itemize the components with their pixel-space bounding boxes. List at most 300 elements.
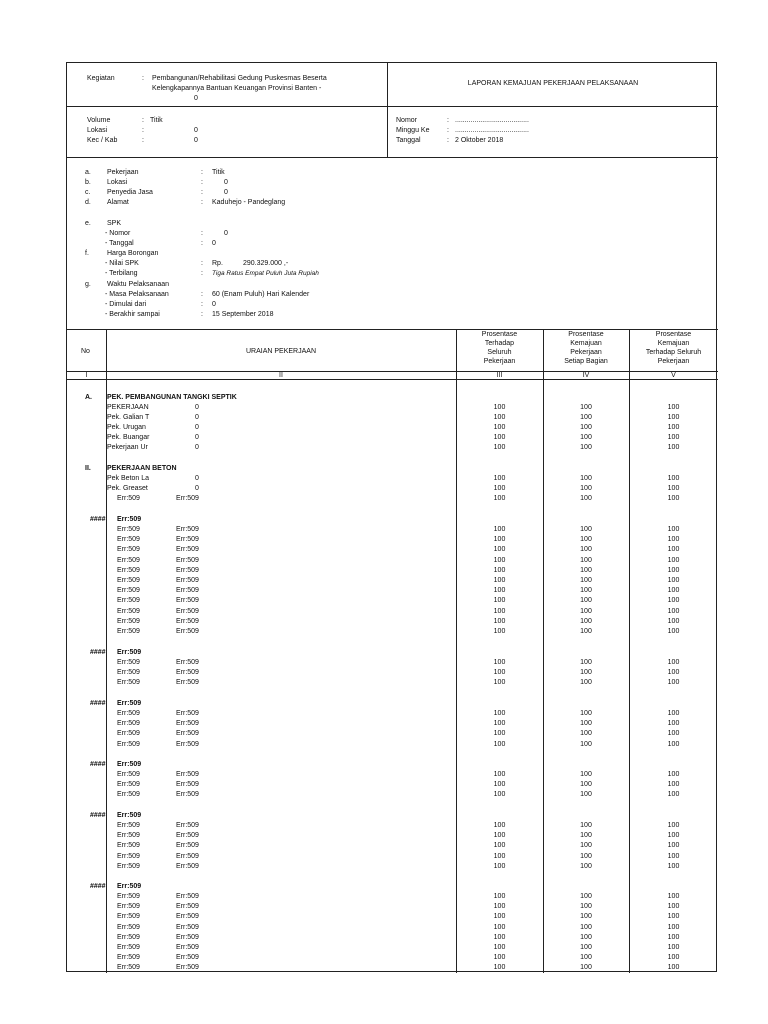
alamat-colon: :: [201, 199, 203, 206]
item-name: Err:509: [117, 913, 140, 921]
prosentase-bagian-value: 100: [580, 495, 592, 502]
section-number: A.: [85, 394, 92, 401]
item-name: Err:509: [117, 679, 140, 687]
spk-tanggal-value: 0: [212, 240, 216, 247]
kegiatan-line-2: Kelengkapannya Bantuan Keuangan Provinsi Banten -: [152, 85, 322, 92]
roman-numeral: II: [279, 372, 283, 379]
item-code: Err:509: [176, 822, 199, 829]
prosentase-kemajuan-value: 100: [667, 607, 680, 615]
prosentase-bagian-value: 100: [580, 607, 592, 615]
prosentase-kemajuan-value: 100: [667, 944, 680, 951]
column-header-line: Seluruh: [487, 349, 512, 356]
prosentase-kemajuan-value: 100: [667, 710, 680, 717]
item-name: Err:509: [117, 822, 140, 829]
group-title: Err:509: [117, 700, 142, 707]
berakhir-sampai-colon: :: [201, 311, 203, 318]
item-code: Err:509: [176, 546, 199, 554]
spk-label: SPK: [107, 220, 122, 227]
prosentase-seluruh-value: 100: [493, 669, 506, 677]
item-name: Err:509: [117, 954, 140, 962]
item-name: Err:509: [117, 781, 140, 789]
prosentase-bagian-value: 100: [580, 730, 592, 738]
prosentase-kemajuan-value: 100: [667, 771, 680, 778]
item-code: Err:509: [176, 617, 199, 625]
prosentase-seluruh-value: 100: [493, 791, 506, 799]
masa-pelaksanaan-colon: :: [201, 291, 203, 298]
prosentase-kemajuan-value: 100: [667, 791, 680, 799]
prosentase-seluruh-value: 100: [493, 475, 506, 482]
lokasi-label: Lokasi: [107, 179, 128, 186]
pekerjaan-value: Titik: [212, 169, 225, 176]
nilai-spk-currency: Rp.: [212, 260, 223, 267]
item-code: Err:509: [176, 933, 199, 941]
item-code: Err:509: [176, 659, 199, 666]
berakhir-sampai-value: 15 September 2018: [212, 311, 274, 318]
item-code: Err:509: [176, 923, 199, 931]
item-code: Err:509: [176, 597, 199, 605]
item-name: Pek. Buangar: [107, 434, 150, 441]
prosentase-seluruh-value: 100: [493, 587, 506, 595]
prosentase-seluruh-value: 100: [493, 659, 506, 666]
roman-numeral: III: [496, 372, 503, 379]
info-right-value: 2 Oktober 2018: [455, 137, 504, 144]
prosentase-bagian-value: 100: [580, 842, 592, 850]
item-name: Err:509: [117, 607, 140, 615]
report-title: LAPORAN KEMAJUAN PEKERJAAN PELAKSANAAN: [467, 80, 639, 87]
info-left-label: Volume: [87, 117, 111, 124]
masa-pelaksanaan-label: - Masa Pelaksanaan: [105, 291, 169, 298]
item-name: Err:509: [117, 944, 140, 951]
group-number: ####: [90, 649, 106, 656]
item-name: Err:509: [117, 566, 140, 574]
item-code: Err:509: [176, 903, 199, 911]
item-code: Err:509: [176, 852, 199, 860]
item-code: Err:509: [176, 730, 199, 738]
item-name: Err:509: [117, 862, 140, 870]
prosentase-kemajuan-value: 100: [667, 862, 680, 870]
item-code: 0: [195, 485, 199, 492]
no-header: No: [81, 348, 90, 355]
item-name: Pekerjaan Ur: [107, 444, 148, 451]
prosentase-bagian-value: 100: [580, 404, 592, 411]
prosentase-bagian-value: 100: [580, 414, 592, 421]
item-code: 0: [195, 404, 199, 411]
report-sheet: [66, 62, 717, 972]
item-name: Err:509: [117, 964, 140, 972]
item-name: Pek. Urugan: [107, 424, 146, 431]
column-header-line: Pekerjaan: [570, 349, 602, 356]
alamat-key: d.: [85, 199, 91, 206]
waktu-pelaksanaan-key: g.: [85, 281, 91, 288]
harga-borongan-key: f.: [85, 250, 89, 257]
item-name: Pek. Greaset: [107, 485, 148, 492]
group-title: Err:509: [117, 516, 142, 523]
spk-nomor-label: - Nomor: [105, 230, 131, 237]
prosentase-kemajuan-value: 100: [667, 475, 680, 482]
item-code: 0: [195, 424, 199, 431]
dimulai-dari-colon: :: [201, 301, 203, 308]
info-left-label: Kec / Kab: [87, 137, 118, 144]
prosentase-seluruh-value: 100: [493, 740, 506, 748]
item-name: Err:509: [117, 933, 140, 941]
dimulai-dari-value: 0: [212, 301, 216, 308]
roman-numeral: I: [85, 372, 88, 379]
item-code: Err:509: [176, 862, 199, 870]
prosentase-kemajuan-value: 100: [667, 893, 680, 900]
nilai-spk-value: 290.329.000 ,-: [243, 260, 289, 267]
prosentase-kemajuan-value: 100: [667, 536, 680, 544]
item-code: Err:509: [176, 587, 199, 595]
item-name: Err:509: [117, 536, 140, 544]
prosentase-seluruh-value: 100: [493, 852, 506, 860]
group-number: ####: [90, 700, 106, 707]
prosentase-bagian-value: 100: [580, 954, 592, 962]
prosentase-kemajuan-value: 100: [667, 669, 680, 677]
column-header-line: Terhadap: [484, 340, 515, 347]
terbilang-label: - Terbilang: [105, 270, 138, 277]
item-code: Err:509: [176, 495, 199, 502]
column-header-line: Prosentase: [481, 331, 518, 338]
prosentase-seluruh-value: 100: [493, 771, 506, 778]
item-name: Err:509: [117, 832, 140, 840]
prosentase-kemajuan-value: 100: [667, 404, 680, 411]
penyedia-jasa-value: 0: [224, 189, 228, 196]
item-code: Err:509: [176, 566, 199, 574]
prosentase-bagian-value: 100: [580, 893, 592, 900]
info-right-label: Nomor: [396, 117, 418, 124]
item-name: Err:509: [117, 730, 140, 738]
item-code: 0: [195, 475, 199, 482]
pekerjaan-label: Pekerjaan: [107, 169, 139, 176]
info-right-colon: :: [447, 137, 449, 144]
prosentase-kemajuan-value: 100: [667, 720, 680, 728]
item-name: Err:509: [117, 577, 140, 584]
masa-pelaksanaan-value: 60 (Enam Puluh) Hari Kalender: [212, 291, 310, 298]
info-left-value: 0: [194, 137, 198, 144]
info-left-colon: :: [142, 117, 144, 124]
terbilang-colon: :: [201, 270, 203, 277]
spk-tanggal-colon: :: [201, 240, 203, 247]
column-header-line: Kemajuan: [657, 340, 690, 347]
prosentase-kemajuan-value: 100: [667, 628, 680, 635]
item-name: PEKERJAAN: [107, 404, 149, 411]
kegiatan-line-3: 0: [194, 95, 198, 102]
item-code: Err:509: [176, 791, 199, 799]
prosentase-bagian-value: 100: [580, 485, 592, 492]
prosentase-seluruh-value: 100: [493, 720, 506, 728]
divider-info: [67, 157, 718, 158]
info-left-label: Lokasi: [87, 127, 108, 134]
item-name: Err:509: [117, 740, 140, 748]
prosentase-seluruh-value: 100: [493, 933, 506, 941]
prosentase-seluruh-value: 100: [493, 424, 506, 431]
prosentase-seluruh-value: 100: [493, 964, 506, 972]
prosentase-seluruh-value: 100: [493, 434, 506, 441]
item-code: Err:509: [176, 913, 199, 921]
section-title: PEK. PEMBANGUNAN TANGKI SEPTIK: [107, 394, 237, 401]
prosentase-kemajuan-value: 100: [667, 740, 680, 748]
column-header-line: Pekerjaan: [657, 358, 690, 365]
info-right-label: Minggu Ke: [396, 127, 430, 134]
prosentase-bagian-value: 100: [580, 597, 592, 605]
prosentase-bagian-value: 100: [580, 546, 592, 554]
prosentase-seluruh-value: 100: [493, 710, 506, 717]
prosentase-bagian-value: 100: [580, 434, 592, 441]
prosentase-kemajuan-value: 100: [667, 587, 680, 595]
item-name: Err:509: [117, 617, 140, 625]
prosentase-seluruh-value: 100: [493, 842, 506, 850]
prosentase-seluruh-value: 100: [493, 556, 506, 564]
item-code: Err:509: [176, 954, 199, 962]
lokasi-colon: :: [201, 179, 203, 186]
item-name: Err:509: [117, 771, 140, 778]
item-code: Err:509: [176, 842, 199, 850]
prosentase-bagian-value: 100: [580, 617, 592, 625]
prosentase-seluruh-value: 100: [493, 404, 506, 411]
info-right-label: Tanggal: [396, 137, 421, 144]
waktu-pelaksanaan-label: Waktu Pelaksanaan: [107, 281, 169, 288]
lokasi-key: b.: [85, 179, 91, 186]
prosentase-kemajuan-value: 100: [667, 730, 680, 738]
prosentase-kemajuan-value: 100: [667, 842, 680, 850]
prosentase-bagian-value: 100: [580, 424, 592, 431]
prosentase-kemajuan-value: 100: [667, 964, 680, 972]
item-name: Pek Beton La: [107, 475, 150, 482]
spk-tanggal-label: - Tanggal: [105, 240, 134, 247]
group-title: Err:509: [117, 883, 142, 890]
info-left-colon: :: [142, 137, 144, 144]
prosentase-bagian-value: 100: [580, 832, 592, 840]
penyedia-jasa-label: Penyedia Jasa: [107, 189, 153, 196]
item-code: Err:509: [176, 607, 199, 615]
item-code: Err:509: [176, 893, 199, 900]
group-number: ####: [90, 883, 106, 890]
prosentase-kemajuan-value: 100: [667, 597, 680, 605]
item-name: Err:509: [117, 893, 140, 900]
group-number: ####: [90, 516, 106, 523]
column-header-line: Prosentase: [568, 331, 604, 338]
prosentase-bagian-value: 100: [580, 944, 592, 951]
prosentase-bagian-value: 100: [580, 628, 592, 635]
item-name: Err:509: [117, 628, 140, 635]
prosentase-seluruh-value: 100: [493, 444, 506, 451]
prosentase-kemajuan-value: 100: [667, 495, 680, 502]
item-code: Err:509: [176, 771, 199, 778]
item-name: Err:509: [117, 720, 140, 728]
item-name: Err:509: [117, 597, 140, 605]
item-name: Err:509: [117, 791, 140, 799]
item-name: Err:509: [117, 556, 140, 564]
prosentase-seluruh-value: 100: [493, 495, 506, 502]
group-title: Err:509: [117, 812, 142, 819]
item-code: Err:509: [176, 679, 199, 687]
prosentase-bagian-value: 100: [580, 566, 592, 574]
item-name: Err:509: [117, 587, 140, 595]
column-header-line: Setiap Bagian: [564, 358, 608, 365]
item-code: 0: [195, 414, 199, 421]
prosentase-kemajuan-value: 100: [667, 617, 680, 625]
penyedia-jasa-key: c.: [85, 189, 91, 196]
item-code: Err:509: [176, 781, 199, 789]
spk-nomor-value: 0: [224, 230, 228, 237]
prosentase-bagian-value: 100: [580, 556, 592, 564]
prosentase-seluruh-value: 100: [493, 526, 506, 533]
group-number: ####: [90, 761, 106, 768]
prosentase-seluruh-value: 100: [493, 617, 506, 625]
item-code: Err:509: [176, 669, 199, 677]
kegiatan-label: Kegiatan: [87, 75, 115, 82]
prosentase-seluruh-value: 100: [493, 546, 506, 554]
prosentase-seluruh-value: 100: [493, 944, 506, 951]
prosentase-kemajuan-value: 100: [667, 903, 680, 911]
info-right-colon: :: [447, 117, 449, 124]
item-code: Err:509: [176, 944, 199, 951]
prosentase-kemajuan-value: 100: [667, 556, 680, 564]
prosentase-seluruh-value: 100: [493, 923, 506, 931]
column-header-line: Pekerjaan: [483, 358, 516, 365]
prosentase-seluruh-value: 100: [493, 536, 506, 544]
prosentase-kemajuan-value: 100: [667, 913, 680, 921]
item-code: Err:509: [176, 556, 199, 564]
item-code: Err:509: [176, 964, 199, 972]
item-name: Err:509: [117, 526, 140, 533]
item-code: Err:509: [176, 577, 199, 584]
prosentase-bagian-value: 100: [580, 577, 592, 584]
roman-numeral: V: [671, 372, 676, 379]
prosentase-seluruh-value: 100: [493, 832, 506, 840]
item-name: Err:509: [117, 842, 140, 850]
prosentase-kemajuan-value: 100: [667, 679, 680, 687]
penyedia-jasa-colon: :: [201, 189, 203, 196]
alamat-label: Alamat: [107, 199, 129, 206]
item-code: 0: [195, 444, 199, 451]
uraian-header: URAIAN PEKERJAAN: [245, 348, 317, 355]
prosentase-bagian-value: 100: [580, 710, 592, 717]
prosentase-kemajuan-value: 100: [667, 444, 680, 451]
prosentase-seluruh-value: 100: [493, 679, 506, 687]
prosentase-kemajuan-value: 100: [667, 577, 680, 584]
pekerjaan-key: a.: [85, 169, 91, 176]
prosentase-seluruh-value: 100: [493, 913, 506, 921]
prosentase-seluruh-value: 100: [493, 607, 506, 615]
lokasi-value: 0: [224, 179, 228, 186]
prosentase-kemajuan-value: 100: [667, 781, 680, 789]
prosentase-bagian-value: 100: [580, 740, 592, 748]
prosentase-bagian-value: 100: [580, 933, 592, 941]
prosentase-bagian-value: 100: [580, 781, 592, 789]
group-number: ####: [90, 812, 106, 819]
item-name: Err:509: [117, 659, 140, 666]
column-header-line: Prosentase: [655, 331, 692, 338]
prosentase-bagian-value: 100: [580, 822, 592, 829]
item-code: Err:509: [176, 740, 199, 748]
prosentase-seluruh-value: 100: [493, 414, 506, 421]
item-name: Err:509: [117, 903, 140, 911]
prosentase-seluruh-value: 100: [493, 597, 506, 605]
prosentase-seluruh-value: 100: [493, 822, 506, 829]
item-name: Pek. Galian T: [107, 414, 150, 421]
group-title: Err:509: [117, 761, 142, 768]
prosentase-kemajuan-value: 100: [667, 852, 680, 860]
prosentase-bagian-value: 100: [580, 913, 592, 921]
prosentase-bagian-value: 100: [580, 659, 592, 666]
item-name: Err:509: [117, 710, 140, 717]
prosentase-kemajuan-value: 100: [667, 822, 680, 829]
prosentase-seluruh-value: 100: [493, 954, 506, 962]
pekerjaan-colon: :: [201, 169, 203, 176]
prosentase-bagian-value: 100: [580, 679, 592, 687]
prosentase-bagian-value: 100: [580, 852, 592, 860]
prosentase-kemajuan-value: 100: [667, 954, 680, 962]
item-code: Err:509: [176, 720, 199, 728]
prosentase-bagian-value: 100: [580, 669, 592, 677]
item-code: Err:509: [176, 832, 199, 840]
item-name: Err:509: [117, 923, 140, 931]
info-left-colon: :: [142, 127, 144, 134]
nilai-spk-colon: :: [201, 260, 203, 267]
prosentase-kemajuan-value: 100: [667, 414, 680, 421]
prosentase-kemajuan-value: 100: [667, 546, 680, 554]
prosentase-bagian-value: 100: [580, 587, 592, 595]
prosentase-kemajuan-value: 100: [667, 659, 680, 666]
prosentase-bagian-value: 100: [580, 475, 592, 482]
info-right-value: ......................................: [455, 117, 529, 124]
column-header-line: Kemajuan: [570, 340, 602, 347]
prosentase-bagian-value: 100: [580, 923, 592, 931]
item-name: Err:509: [117, 495, 140, 502]
prosentase-kemajuan-value: 100: [667, 526, 680, 533]
prosentase-kemajuan-value: 100: [667, 434, 680, 441]
terbilang-value: Tiga Ratus Empat Puluh Juta Rupiah: [212, 270, 319, 277]
group-title: Err:509: [117, 649, 142, 656]
prosentase-kemajuan-value: 100: [667, 485, 680, 492]
info-left-value: 0: [194, 127, 198, 134]
item-name: Err:509: [117, 546, 140, 554]
info-left-value: Titik: [150, 117, 163, 124]
prosentase-bagian-value: 100: [580, 526, 592, 533]
berakhir-sampai-label: - Berakhir sampai: [105, 311, 160, 318]
prosentase-seluruh-value: 100: [493, 628, 506, 635]
divider-header-vertical: [387, 63, 388, 157]
info-right-value: ......................................: [455, 127, 529, 134]
prosentase-seluruh-value: 100: [493, 485, 506, 492]
prosentase-bagian-value: 100: [580, 720, 592, 728]
roman-numeral: IV: [582, 372, 590, 379]
alamat-value: Kaduhejo - Pandeglang: [212, 199, 286, 206]
kegiatan-colon: :: [142, 75, 144, 82]
prosentase-seluruh-value: 100: [493, 903, 506, 911]
item-name: Err:509: [117, 669, 140, 677]
item-code: Err:509: [176, 536, 199, 544]
nilai-spk-label: - Nilai SPK: [105, 260, 139, 267]
item-code: Err:509: [176, 628, 199, 635]
spk-nomor-colon: :: [201, 230, 203, 237]
prosentase-bagian-value: 100: [580, 771, 592, 778]
dimulai-dari-label: - Dimulai dari: [105, 301, 147, 308]
spk-key: e.: [85, 220, 91, 227]
column-header-line: Terhadap Seluruh: [645, 349, 702, 356]
kegiatan-line-1: Pembangunan/Rehabilitasi Gedung Puskesmas Beserta: [152, 75, 327, 82]
item-name: Err:509: [117, 852, 140, 860]
info-right-colon: :: [447, 127, 449, 134]
prosentase-seluruh-value: 100: [493, 862, 506, 870]
prosentase-kemajuan-value: 100: [667, 923, 680, 931]
prosentase-seluruh-value: 100: [493, 730, 506, 738]
prosentase-bagian-value: 100: [580, 903, 592, 911]
prosentase-bagian-value: 100: [580, 964, 592, 972]
prosentase-seluruh-value: 100: [493, 566, 506, 574]
prosentase-kemajuan-value: 100: [667, 933, 680, 941]
